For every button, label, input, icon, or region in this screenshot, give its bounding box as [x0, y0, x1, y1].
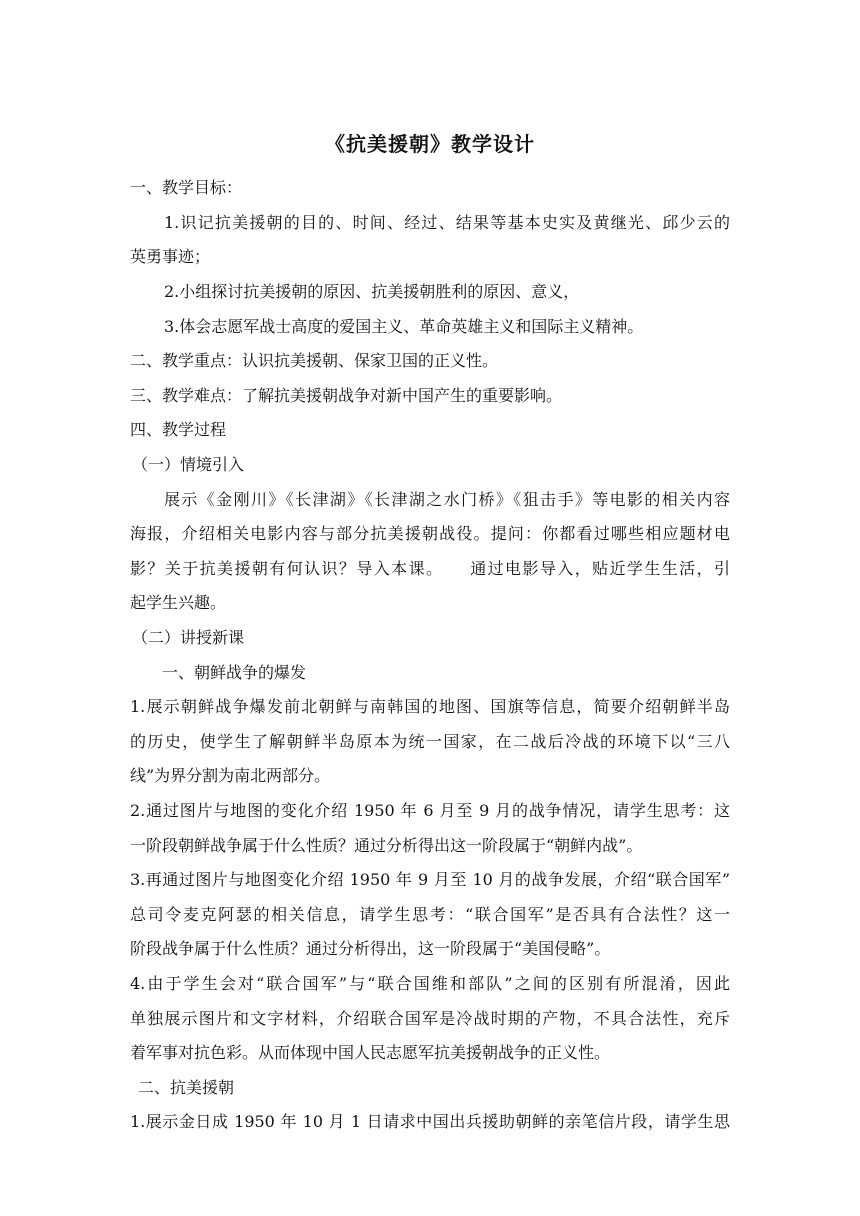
document-title: 《抗美援朝》教学设计 [325, 132, 535, 156]
paragraph-line: 起学生兴趣。 [130, 593, 227, 612]
paragraph-line: 影？关于抗美援朝有何认识？导入本课。 通过电影导入，贴近学生生活，引 [130, 559, 730, 578]
paragraph-line: 着军事对抗色彩。从而体现中国人民志愿军抗美援朝战争的正义性。 [130, 1043, 611, 1062]
paragraph-line: 海报，介绍相关电影内容与部分抗美援朝战役。提问：你都看过哪些相应题材电 [130, 524, 730, 543]
section-heading-difficulties: 三、教学难点：了解抗美援朝战争对新中国产生的重要影响。 [130, 386, 563, 405]
paragraph-line: 的历史，使学生了解朝鲜半岛原本为统一国家，在二战后冷战的环境下以“三八 [130, 732, 730, 751]
paragraph-line: 总司令麦克阿瑟的相关信息，请学生思考：“联合国军”是否具有合法性？这一 [130, 905, 730, 924]
paragraph-line: 1.识记抗美援朝的目的、时间、经过、结果等基本史实及黄继光、邱少云的 [164, 213, 730, 232]
paragraph-line: 3.再通过图片与地图变化介绍 1950 年 9 月至 10 月的战争发展，介绍“联合国军” [130, 870, 730, 889]
topic-heading-resist-america: 二、抗美援朝 [138, 1078, 235, 1097]
paragraph-line: 4.由于学生会对“联合国军”与“联合国维和部队”之间的区别有所混淆，因此 [130, 974, 730, 993]
topic-heading-korean-war: 一、朝鲜战争的爆发 [162, 663, 307, 682]
paragraph-line: 展示《金刚川》《长津湖》《长津湖之水门桥》《狙击手》等电影的相关内容 [164, 490, 730, 509]
subsection-heading-intro: （一）情境引入 [132, 455, 245, 474]
paragraph-line: 3.体会志愿军战士高度的爱国主义、革命英雄主义和国际主义精神。 [164, 317, 644, 336]
paragraph-line: 1.展示金日成 1950 年 10 月 1 日请求中国出兵援助朝鲜的亲笔信片段，请学生思 [130, 1112, 730, 1131]
paragraph-line: 2.通过图片与地图的变化介绍 1950 年 6 月至 9 月的战争情况，请学生思考：这 [130, 801, 730, 820]
paragraph-line: 1.展示朝鲜战争爆发前北朝鲜与南韩国的地图、国旗等信息，简要介绍朝鲜半岛 [130, 697, 730, 716]
paragraph-line: 线”为界分割为南北两部分。 [130, 766, 331, 785]
section-heading-objectives: 一、教学目标： [130, 178, 243, 197]
paragraph-line: 一阶段朝鲜战争属于什么性质？通过分析得出这一阶段属于“朝鲜内战”。 [130, 836, 643, 855]
section-heading-process: 四、教学过程 [130, 420, 227, 439]
paragraph-line: 英勇事迹； [130, 247, 211, 266]
paragraph-line: 单独展示图片和文字材料，介绍联合国军是冷战时期的产物，不具合法性，充斥 [130, 1009, 730, 1028]
section-heading-key-points: 二、教学重点：认识抗美援朝、保家卫国的正义性。 [130, 351, 499, 370]
paragraph-line: 阶段战争属于什么性质？通过分析得出，这一阶段属于“美国侵略”。 [130, 939, 611, 958]
paragraph-line: 2.小组探讨抗美援朝的原因、抗美援朝胜利的原因、意义， [164, 282, 580, 301]
subsection-heading-new-lesson: （二）讲授新课 [132, 628, 245, 647]
